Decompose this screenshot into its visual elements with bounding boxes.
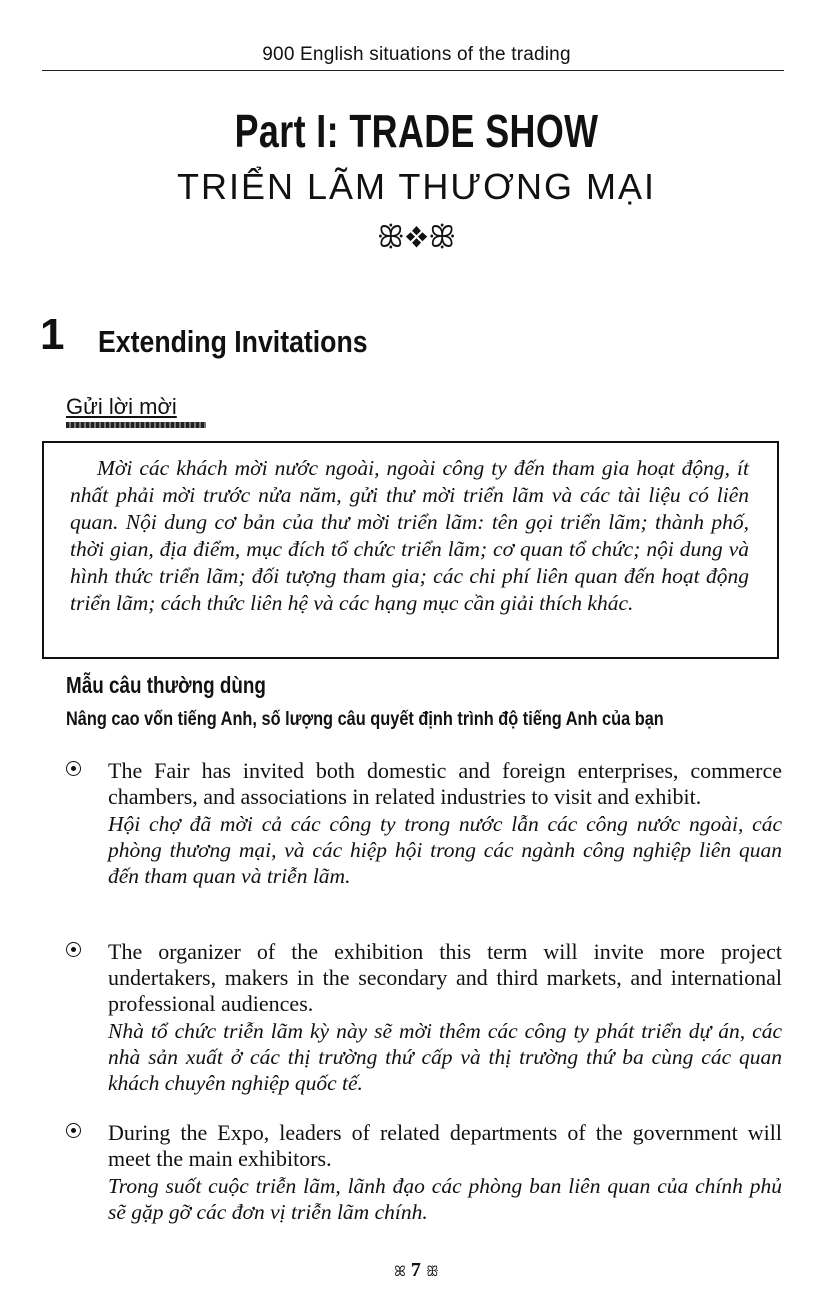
intro-box <box>42 441 779 659</box>
intro-text: Mời các khách mời nước ngoài, ngoài công ty đến tham gia hoạt động, ít nhất phải mời trước nửa năm, gửi thư mời triển lãm và các tài liệu có liên quan. Nội dung cơ bản của thư mời triển lãm: tên gọi triển lãm; thành phố, thời gian, địa điểm, mục đích tổ chức triển lãm; cơ quan tổ chức; nội dung và hình thức triển lãm; đối tượng tham gia; các chi phí liên quan đến hoạt động triển lãm; cách thức liên hệ và các hạng mục cần giải thích khác. <box>70 456 749 615</box>
part-subtitle: TRIỂN LÃM THƯƠNG MẠI <box>177 166 656 207</box>
page-footer <box>0 1259 833 1282</box>
ornament-icon: ꕥ❖ꕥ <box>376 220 457 255</box>
vietnamese-translation: Hội chợ đã mời cả các công ty trong nước lẫn các công nước ngoài, các phòng thương mại, và các hiệp hội trong các ngành công nghiệp liên quan đến tham quan và triễn lãm. <box>108 812 782 888</box>
english-sentence: The Fair has invited both domestic and foreign enterprises, commerce chambers, and associations in related industries to visit and exhibit. <box>108 758 782 809</box>
english-sentence: The organizer of the exhibition this term will invite more project undertakers, makers in the secondary and third markets, and international professional audiences. <box>108 939 782 1016</box>
section-number: 1 <box>40 310 65 359</box>
list-item <box>66 758 782 889</box>
phrases-heading: Mẫu câu thường dùng <box>66 672 266 698</box>
phrases-tagline: Nâng cao vốn tiếng Anh, số lượng câu quyết định trình độ tiếng Anh của bạn <box>66 709 664 730</box>
list-item <box>66 939 782 1096</box>
subheading: Gửi lời mời <box>66 394 177 419</box>
section-title: Extending Invitations <box>98 324 368 359</box>
target-bullet-icon <box>66 1123 81 1138</box>
target-bullet-icon <box>66 942 81 957</box>
footer-ornament-right-icon: ꕥ <box>425 1265 439 1280</box>
vietnamese-translation: Trong suốt cuộc triễn lãm, lãnh đạo các phòng ban liên quan của chính phủ sẽ gặp gỡ các đơn vị triễn lãm chính. <box>108 1174 782 1224</box>
header-rule <box>42 70 784 71</box>
target-bullet-icon <box>66 761 81 776</box>
subheading-decorative-bar <box>66 422 206 428</box>
page-number: 7 <box>410 1259 421 1281</box>
vietnamese-translation: Nhà tổ chức triễn lãm kỳ này sẽ mời thêm các công ty phát triển dự án, các nhà sản xuất ở các thị trường thứ cấp và thị trường thứ ba cùng các quan khách chuyên nghiệp quốc tế. <box>108 1019 782 1095</box>
part-title: Part I: TRADE SHOW <box>234 105 599 157</box>
english-sentence: During the Expo, leaders of related departments of the government will meet the main exhibitors. <box>108 1120 782 1171</box>
footer-ornament-left-icon: ꕤ <box>394 1265 406 1280</box>
list-item <box>66 1120 782 1225</box>
running-header: 900 English situations of the trading <box>262 44 571 65</box>
